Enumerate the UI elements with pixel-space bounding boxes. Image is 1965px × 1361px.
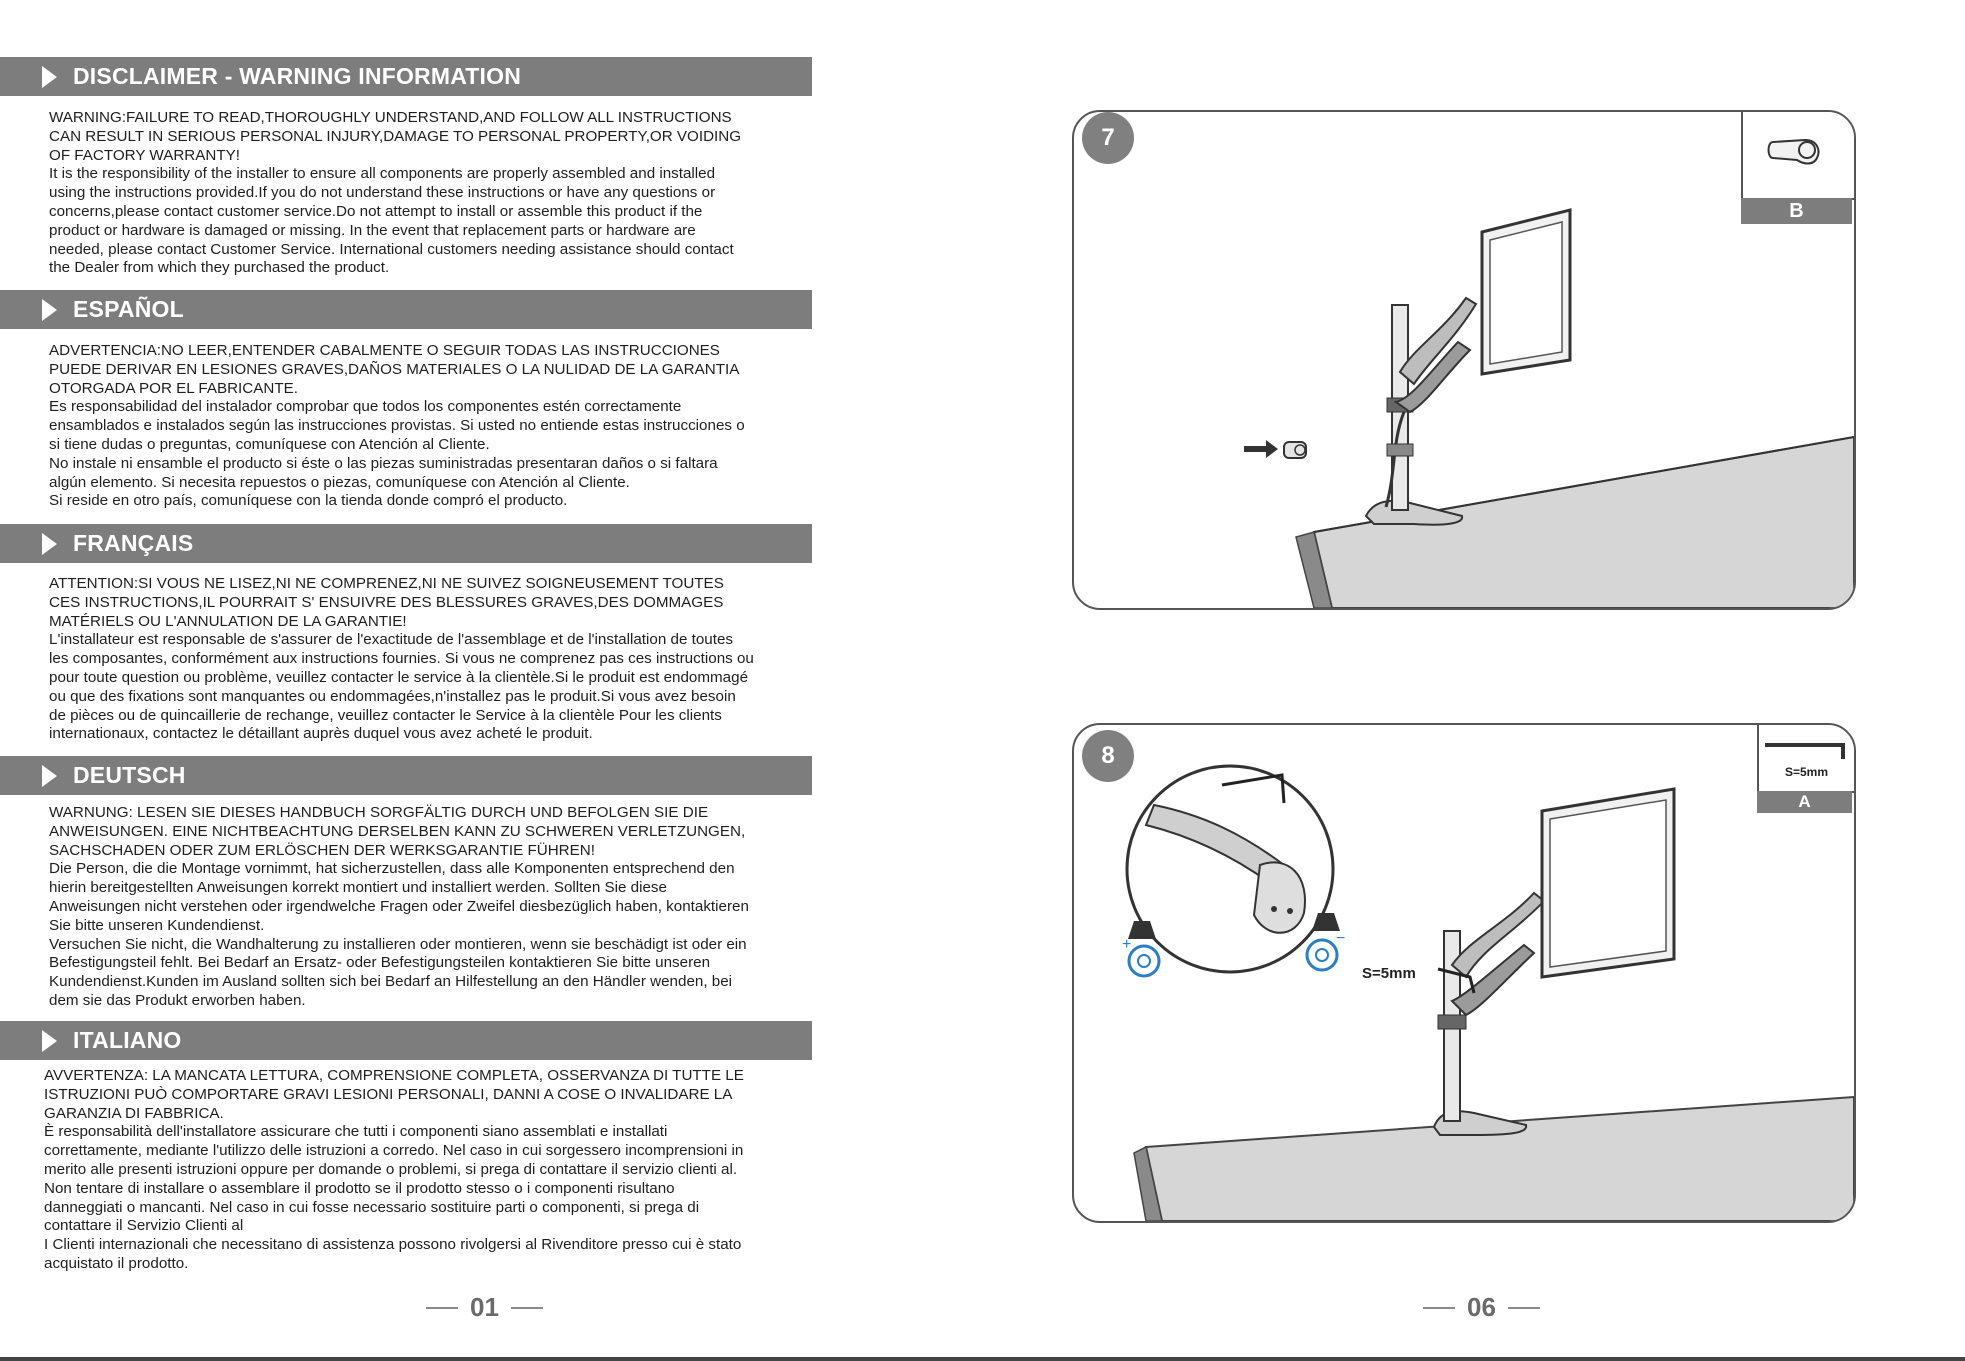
- text-line: Kundendienst.Kunden im Ausland sollten sich bei Bedarf an Hilfestellung an den Händler wenden, bei: [49, 973, 733, 991]
- text-line: L'installateur est responsable de s'assurer de l'exactitude de l'assemblage et de l'installation de toutes: [49, 631, 734, 649]
- text-line: internationaux, contactez le détaillant auprès duquel vous avez acheté le produit.: [49, 725, 593, 743]
- svg-text:+: +: [1122, 936, 1132, 953]
- section-title: ESPAÑOL: [73, 296, 184, 322]
- text-line: ensamblados e instalados según las instrucciones provistas. Si usted no entiende estas instrucciones o: [49, 417, 745, 435]
- tool-size-text: S=5mm: [1784, 765, 1829, 779]
- page-number-text: 01: [470, 1292, 499, 1322]
- section-body-italiano: [44, 1067, 814, 1274]
- text-line: using the instructions provided.If you do not understand these instructions or have any questions or: [49, 184, 716, 202]
- text-line: WARNUNG: LESEN SIE DIESES HANDBUCH SORGFÄLTIG DURCH UND BEFOLGEN SIE DIE: [49, 804, 709, 821]
- text-line: dem sie das Produkt erworben haben.: [49, 991, 306, 1009]
- text-line: It is the responsibility of the installer to ensure all components are properly assembled and installed: [49, 165, 716, 183]
- text-line: AVVERTENZA: LA MANCATA LETTURA, COMPRENSIONE COMPLETA, OSSERVANZA DI TUTTE LE: [44, 1067, 744, 1084]
- text-line: correttamente, mediante l'utilizzo delle istruzioni a corredo. Nel caso in cui sorgessero incomprensioni in: [44, 1142, 744, 1160]
- section-title: ITALIANO: [73, 1027, 182, 1053]
- text-line: les composantes, conformément aux instructions fournies. Si vous ne comprenez pas ces instructions ou: [49, 650, 754, 668]
- text-line: pour toute question ou problème, veuillez contacter le service à la clientèle.Si le produit est endommagé: [49, 668, 749, 686]
- dash-rule: [426, 1307, 458, 1309]
- text-line: Es responsabilidad del instalador comprobar que todos los componentes estén correctamente: [49, 398, 682, 416]
- section-header-francais: [0, 524, 812, 563]
- cable-clip-icon: [1743, 112, 1854, 198]
- text-line: CES INSTRUCTIONS,IL POURRAIT S' ENSUIVRE DES BLESSURES GRAVES,DES DOMMAGES: [49, 593, 724, 611]
- text-line: algún elemento. Si necesita repuestos o piezas, comuníquese con Atención al Cliente.: [49, 473, 630, 491]
- section-header-deutsch: [0, 756, 812, 795]
- section-title: DISCLAIMER - WARNING INFORMATION: [73, 63, 522, 89]
- text-line: ANWEISUNGEN. EINE NICHTBEACHTUNG DERSELBEN KANN ZU SCHWEREN VERLETZUNGEN,: [49, 822, 746, 840]
- section-title: DEUTSCH: [73, 762, 186, 788]
- section-title: FRANÇAIS: [73, 530, 194, 556]
- page-number-left: [426, 1292, 543, 1323]
- svg-text:−: −: [1336, 930, 1346, 947]
- page-number-text: 06: [1467, 1292, 1496, 1322]
- section-body-disclaimer: [49, 109, 819, 278]
- text-line: acquistato il prodotto.: [44, 1254, 189, 1272]
- text-line: needed, please contact Customer Service. International customers needing assistance should contact: [49, 240, 734, 258]
- text-line: PUEDE DERIVAR EN LESIONES GRAVES,DAÑOS MATERIALES O LA NULIDAD DE LA GARANTIA: [49, 360, 740, 378]
- text-line: Anweisungen nicht verstehen oder irgendwelche Fragen oder Zweifel diesbezüglich haben, kontaktieren: [49, 897, 749, 915]
- dash-rule: [1508, 1307, 1540, 1309]
- text-line: Non tentare di installare o assemblare il prodotto se il prodotto stesso o i componenti risultano: [44, 1179, 675, 1197]
- text-line: hierin bereitgestellten Anweisungen korrekt montiert und installiert werden. Sollten Sie diese: [49, 879, 667, 897]
- text-line: No instale ni ensamble el producto si éste o las piezas suministradas presentaran daños o si faltara: [49, 454, 718, 472]
- text-line: merito alle presenti istruzioni oppure per domande o problemi, si prega di contattare il servizio clienti al.: [44, 1160, 738, 1178]
- text-line: contattare il Servizio Clienti al: [44, 1217, 244, 1235]
- triangle-bullet-icon: [42, 765, 57, 787]
- text-line: ADVERTENCIA:NO LEER,ENTENDER CABALMENTE O SEGUIR TODAS LAS INSTRUCCIONES: [49, 342, 720, 359]
- section-body-deutsch: [49, 804, 819, 1011]
- text-line: the Dealer from which they purchased the product.: [49, 259, 390, 277]
- section-body-espanol: [49, 342, 819, 511]
- triangle-bullet-icon: [42, 1030, 57, 1052]
- text-line: ou que des fixations sont manquantes ou endommagées,n'installez pas le produit.Si vous avez besoin: [49, 687, 736, 705]
- bottom-rule: [0, 1357, 1965, 1361]
- text-line: WARNING:FAILURE TO READ,THOROUGHLY UNDERSTAND,AND FOLLOW ALL INSTRUCTIONS: [49, 109, 732, 126]
- section-header-italiano: [0, 1021, 812, 1060]
- text-line: Si reside en otro país, comuníquese con la tienda donde compró el producto.: [49, 492, 568, 510]
- text-line: È responsabilità dell'installatore assicurare che tutti i componenti siano assemblati e installati: [44, 1123, 668, 1141]
- text-line: Sie bitte unseren Kundendienst.: [49, 916, 265, 934]
- text-line: de pièces ou de quincaillerie de rechange, veuillez contacter le Service à la clientèle Pour les clients: [49, 706, 722, 724]
- text-line: OF FACTORY WARRANTY!: [49, 146, 240, 164]
- part-box: [1757, 723, 1856, 811]
- step-number-badge: 8: [1082, 730, 1134, 782]
- text-line: GARANZIA DI FABBRICA.: [44, 1104, 224, 1122]
- left-page: [0, 0, 815, 1361]
- section-header-disclaimer: [0, 57, 812, 96]
- step-number-badge: 7: [1082, 112, 1134, 164]
- text-line: MATÉRIELS OU L'ANNULATION DE LA GARANTIE!: [49, 612, 407, 630]
- section-header-espanol: [0, 290, 812, 329]
- step-8-panel: [1072, 723, 1856, 1223]
- step-7-panel: [1072, 110, 1856, 610]
- text-line: si tiene dudas o preguntas, comuníquese con Atención al Cliente.: [49, 435, 490, 453]
- text-line: ISTRUZIONI PUÒ COMPORTARE GRAVI LESIONI PERSONALI, DANNI A COSE O INVALIDARE LA: [44, 1085, 733, 1103]
- triangle-bullet-icon: [42, 66, 57, 88]
- text-line: danneggiati o mancanti. Nel caso in cui fosse necessario sostituire parti o componenti, si prega di: [44, 1198, 700, 1216]
- step-8-illustration: [1074, 725, 1854, 1221]
- text-line: product or hardware is damaged or missing. In the event that replacement parts or hardware are: [49, 221, 696, 239]
- triangle-bullet-icon: [42, 299, 57, 321]
- step-7-illustration: [1074, 112, 1854, 608]
- dash-rule: [511, 1307, 543, 1309]
- dash-rule: [1423, 1307, 1455, 1309]
- part-box: [1741, 110, 1856, 222]
- text-line: Befestigungsteil fehlt. Bei Bedarf an Ersatz- oder Befestigungsteilen kontaktieren Sie bitte unseren: [49, 954, 711, 972]
- text-line: ATTENTION:SI VOUS NE LISEZ,NI NE COMPRENEZ,NI NE SUIVEZ SOIGNEUSEMENT TOUTES: [49, 575, 724, 592]
- hex-key-icon: [1759, 725, 1854, 791]
- section-body-francais: [49, 575, 819, 744]
- text-line: concerns,please contact customer service.Do not attempt to install or assemble this product if the: [49, 202, 703, 220]
- text-line: Versuchen Sie nicht, die Wandhalterung zu installieren oder montieren, wenn sie beschädigt ist oder ein: [49, 935, 747, 953]
- text-line: CAN RESULT IN SERIOUS PERSONAL INJURY,DAMAGE TO PERSONAL PROPERTY,OR VOIDING: [49, 127, 742, 145]
- text-line: OTORGADA POR EL FABRICANTE.: [49, 379, 298, 397]
- text-line: I Clienti internazionali che necessitano di assistenza possono rivolgersi al Rivenditore presso cui è stato: [44, 1236, 742, 1254]
- part-label: A: [1757, 791, 1852, 813]
- text-line: SACHSCHADEN ODER ZUM ERLÖSCHEN DER WERKSGARANTIE FÜHREN!: [49, 841, 595, 859]
- part-label: B: [1741, 198, 1852, 224]
- page-number-right: [1423, 1292, 1540, 1323]
- text-line: Die Person, die die Montage vornimmt, hat sicherzustellen, dass alle Komponenten entsprechend den: [49, 860, 735, 878]
- hex-key-callout: S=5mm: [1362, 965, 1416, 982]
- triangle-bullet-icon: [42, 533, 57, 555]
